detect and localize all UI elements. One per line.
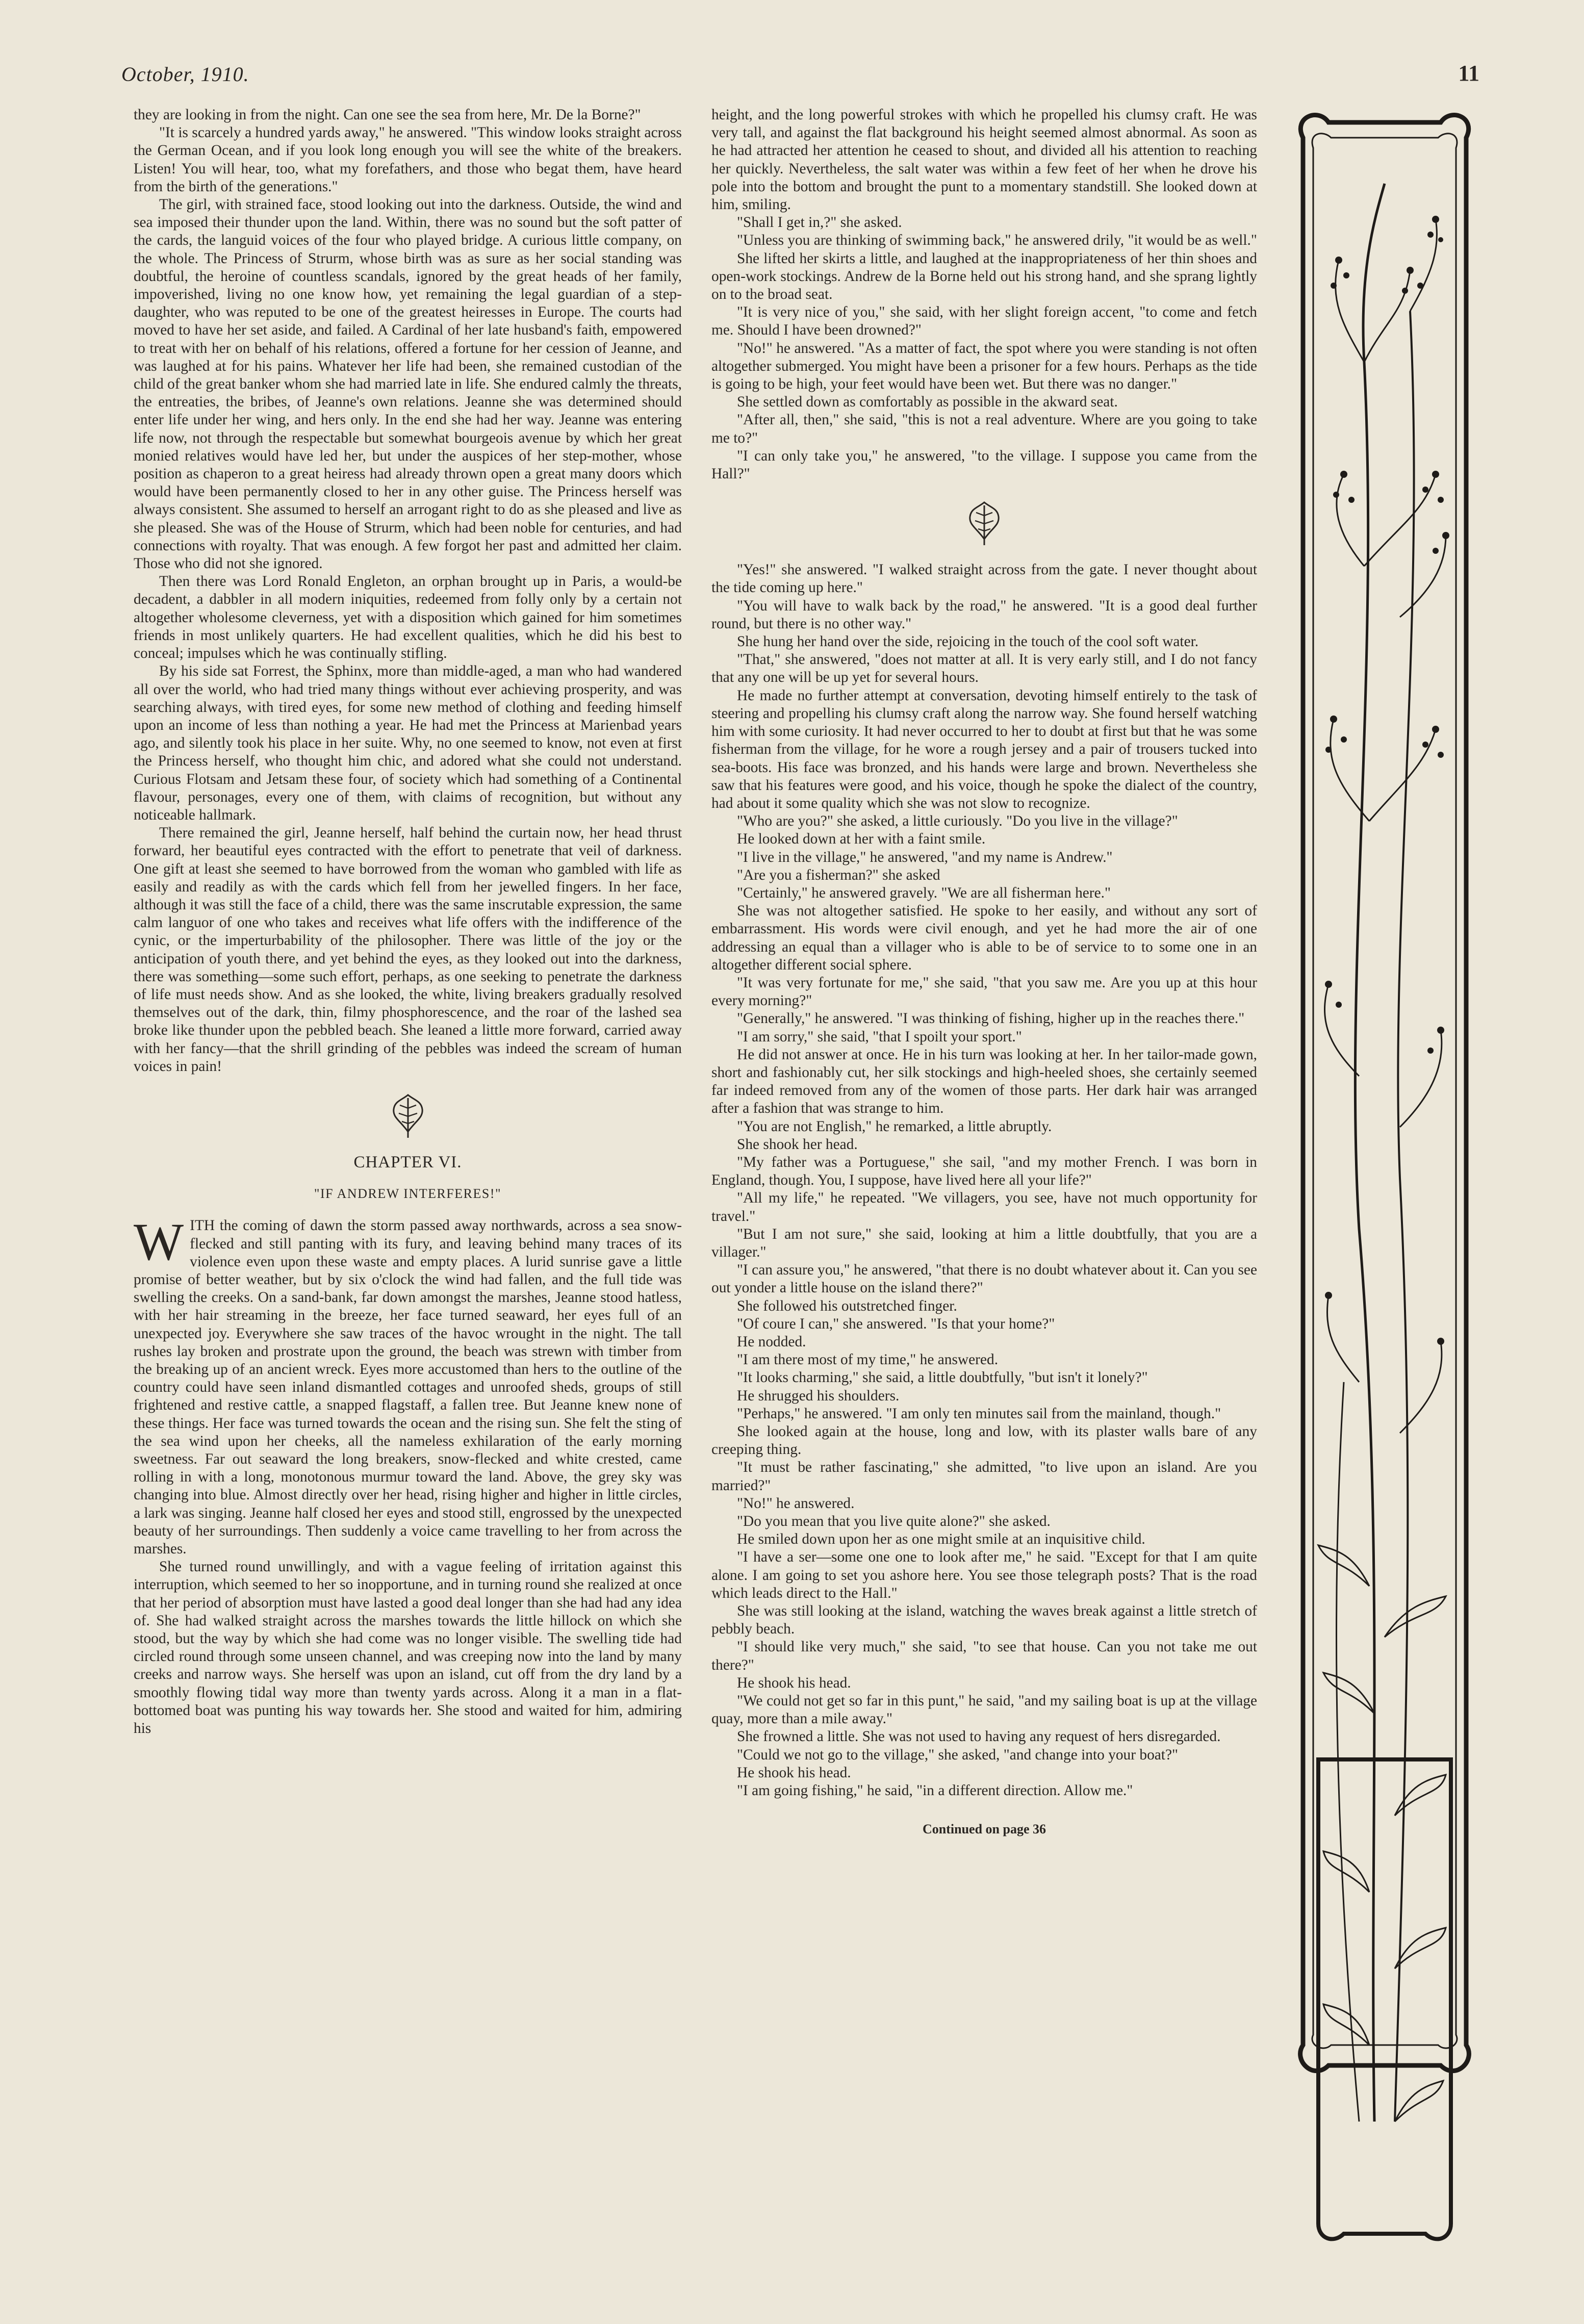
paragraph: He made no further attempt at conversation, devoting himself entirely to the task of steering and propelling his clumsy craft along the narrow way. She found herself watching him with some curiosity. It had never occurred to her to doubt at first but that he was some fisherman from the village, for he wore a rough jersey and a pair of trousers tucked into sea-boots. His face was bronzed, and his hands were large and brown. Nevertheless she saw that his features were good, and his voice, though he spoke the dialect of the country, had about it some quality which she was not slow to recognize. bbox=[711, 687, 1257, 811]
paragraph: She followed his outstretched finger. bbox=[737, 1297, 957, 1314]
paragraph: Then there was Lord Ronald Engleton, an orphan brought up in Paris, a would-be decadent, a dabbler in all modern iniquities, redeemed from folly only by a certain not altogether wholesome cleverness, yet with a disposition which gained for him sometimes friends in most unlikely quarters. He had excellent qualities, which he did his best to conceal; impulses which he was continually stifling. bbox=[134, 573, 682, 662]
paragraph: "It looks charming," she said, a little doubtfully, "but isn't it lonely?" bbox=[737, 1369, 1148, 1386]
leaf-ornament-icon bbox=[388, 1091, 428, 1139]
paragraph: She was still looking at the island, watching the waves break against a little stretch of pebbly beach. bbox=[711, 1603, 1257, 1638]
issue-date: October, 1910. bbox=[121, 63, 249, 86]
paragraph: She hung her hand over the side, rejoicing in the touch of the cool soft water. bbox=[737, 633, 1199, 650]
paragraph: "I should like very much," she said, "to see that house. Can you not take me out there?" bbox=[711, 1639, 1257, 1673]
paragraph: "Do you mean that you live quite alone?" she asked. bbox=[737, 1513, 1051, 1530]
paragraph: She turned round unwillingly, and with a vague feeling of irritation against this interruption, which seemed to her so inopportune, and in turning round she realized at once that her period of absorption must have lasted a good deal longer than she had had any idea of. She had walked straight across the marshes towards the little hillock on which she stood, but the way by which she had come was no longer visible. The swelling tide had circled round through some unseen channel, and was creeping now into the land by many creeks and narrow ways. She herself was upon an island, cut off from the dry land by a smoothly flowing tidal way more than twenty yards across. Along it a man in a flat-bottomed boat was punting his way towards her. She stood and waited for him, admiring his bbox=[134, 1559, 682, 1737]
paragraph: He smiled down upon her as one might smile at an inquisitive child. bbox=[737, 1531, 1145, 1548]
paragraph: "No!" he answered. "As a matter of fact, the spot where you were standing is not often altogether submerged. You might have been a prisoner for a few hours. Perhaps as the tide is going to be high, your feet would have been wet. But there was no danger." bbox=[711, 340, 1257, 393]
paragraph: "After all, then," she said, "this is not a real adventure. Where are you going to take me to?" bbox=[711, 412, 1257, 446]
paragraph: "Certainly," he answered gravely. "We are all fisherman here." bbox=[737, 884, 1111, 901]
paragraph: "Of coure I can," she answered. "Is that your home?" bbox=[737, 1315, 1055, 1332]
text-column-left bbox=[134, 106, 682, 2268]
paragraph: "I live in the village," he answered, "and my name is Andrew." bbox=[737, 849, 1113, 865]
paragraph: "Generally," he answered. "I was thinking of fishing, higher up in the reaches there." bbox=[737, 1010, 1245, 1027]
paragraph: "Unless you are thinking of swimming back," he answered drily, "it would be as well." bbox=[737, 232, 1257, 249]
paragraph: "That," she answered, "does not matter at all. It is very early still, and I do not fancy that any one will be up yet for several hours. bbox=[711, 651, 1257, 686]
paragraph: "Shall I get in,?" she asked. bbox=[737, 214, 902, 231]
paragraph: they are looking in from the night. Can one see the sea from here, Mr. De la Borne?" bbox=[134, 107, 641, 123]
paragraph: "Yes!" she answered. "I walked straight across from the gate. I never thought about the tide coming up here." bbox=[711, 561, 1257, 596]
paragraph: She lifted her skirts a little, and laughed at the inappropriateness of her thin shoes and open-work stockings. Andrew de la Borne held out his strong hand, and she sprang lightly on to the broad seat. bbox=[711, 250, 1257, 303]
paragraph: "All my life," he repeated. "We villagers, you see, have not much opportunity for travel." bbox=[711, 1190, 1257, 1224]
paragraph: "I am going fishing," he said, "in a different direction. Allow me." bbox=[737, 1782, 1133, 1799]
paragraph: She was not altogether satisfied. He spoke to her easily, and without any sort of embarrassment. His words were civil enough, and yet he had more the air of one addressing an equal than a villager who is able to be of service to to some one in an altogether different social sphere. bbox=[711, 903, 1257, 973]
paragraph: "I can assure you," he answered, "that there is no doubt whatever about it. Can you see out yonder a little house on the island there?" bbox=[711, 1262, 1257, 1296]
paragraph: "I am there most of my time," he answered. bbox=[737, 1351, 999, 1368]
paragraph: He shook his head. bbox=[737, 1674, 851, 1691]
paragraph: "You are not English," he remarked, a little abruptly. bbox=[737, 1118, 1052, 1135]
paragraph: There remained the girl, Jeanne herself, half behind the curtain now, her head thrust forward, her beautiful eyes contracted with the effort to penetrate that veil of darkness. One gift at least she seemed to have borrowed from the woman who gambled with life as easily and readily as with the cards which fell from her jewelled fingers. In her face, although it was still the face of a child, there was the same inscrutable expression, the same calm languor of one who takes and receives what life offers with the indifference of the cynic, or the imperturbability of the philosopher. There was little of the joy or the anticipation of youth there, and yet behind the eyes, as they looked out into the darkness, there was something—some such effort, perhaps, as one seeking to penetrate the darkness of life must needs show. And as she looked, the white, living breakers gradually resolved themselves out of the dark, thin, filmy phosphorescence, and the roar of the lashed sea broke like thunder upon the pebbled beach. She leaned a little more forward, carried away with her fancy—that the shrill grinding of the pebbles was indeed the scream of human voices in pain! bbox=[134, 825, 682, 1075]
paragraph: "My father was a Portuguese," she sail, "and my mother French. I was born in England, though. You, I suppose, have lived here all your life?" bbox=[711, 1154, 1257, 1189]
leaf-ornament-icon bbox=[964, 498, 1005, 547]
paragraph: He shook his head. bbox=[737, 1764, 851, 1781]
paragraph: He did not answer at once. He in his turn was looking at her. In her tailor-made gown, short and fashionably cut, her silk stockings and high-heeled shoes, she certainly seemed far indeed removed from any of the women of those parts. Her dark hair was arranged after a fashion that was strange to him. bbox=[711, 1046, 1257, 1117]
paragraph: She looked again at the house, long and low, with its plaster walls bare of any creeping thing. bbox=[711, 1423, 1257, 1458]
paragraph: He looked down at her with a faint smile. bbox=[737, 831, 986, 848]
paragraph: "Perhaps," he answered. "I am only ten minutes sail from the mainland, though." bbox=[737, 1405, 1221, 1422]
paragraph: "I am sorry," she said, "that I spoilt your sport." bbox=[737, 1028, 1022, 1045]
paragraph: "I can only take you," he answered, "to the village. I suppose you came from the Hall?" bbox=[711, 447, 1257, 482]
botanical-border-illustration bbox=[1283, 107, 1487, 2249]
paragraph: "We could not get so far in this punt," he said, "and my sailing boat is up at the village quay, more than a mile away." bbox=[711, 1693, 1257, 1727]
paragraph: "It must be rather fascinating," she admitted, "to live upon an island. Are you married?" bbox=[711, 1459, 1257, 1494]
paragraph: "Are you a fisherman?" she asked bbox=[737, 866, 940, 883]
paragraph: He nodded. bbox=[737, 1334, 806, 1350]
paragraph: "I have a ser—some one one to look after me," he said. "Except for that I am quite alone. I am going to set you ashore here. You see those telegraph posts? That is the road which leads direct to the Hall." bbox=[711, 1549, 1257, 1601]
paragraph: He shrugged his shoulders. bbox=[737, 1387, 900, 1404]
paragraph: She settled down as comfortably as possible in the akward seat. bbox=[737, 394, 1118, 411]
paragraph: "But I am not sure," she said, looking at him a little doubtfully, that you are a villager." bbox=[711, 1225, 1257, 1260]
paragraph: "No!" he answered. bbox=[737, 1495, 855, 1512]
paragraph: "It was very fortunate for me," she said, "that you saw me. Are you up at this hour every morning?" bbox=[711, 974, 1257, 1009]
text-column-right bbox=[711, 106, 1257, 2268]
paragraph: "Who are you?" she asked, a little curiously. "Do you live in the village?" bbox=[737, 813, 1178, 830]
drop-cap: W bbox=[134, 1213, 184, 1272]
page-number: 11 bbox=[1458, 61, 1479, 86]
paragraph: She shook her head. bbox=[737, 1136, 858, 1153]
paragraph: "Could we not go to the village," she asked, "and change into your boat?" bbox=[737, 1746, 1179, 1763]
paragraph: "It is very nice of you," she said, with her slight foreign accent, "to come and fetch me. Should I have been drowned?" bbox=[711, 304, 1257, 339]
paragraph: ITH the coming of dawn the storm passed away northwards, across a sea snow-flecked and still panting with its fury, and leaving behind many traces of its violence even upon these waste and empty places. A lurid sunrise gave a little promise of better weather, but by six o'clock the wind had fallen, and the full tide was swelling the creeks. On a sand-bank, far down amongst the marshes, Jeanne stood hatless, with her hair streaming in the breeze, her face turned seaward, her eyes full of an unexpected joy. Everywhere she saw traces of the havoc wrought in the night. The tall rushes lay broken and prostrate upon the ground, the beach was strewn with timber from the breaking up of an ancient wreck. Eyes more accustomed than hers to the outline of the country could have seen inland dismantled cottages and unroofed sheds, groups of still frightened and restive cattle, a snapped flagstaff, a fallen tree. But Jeanne knew none of these things. Her face was turned towards the ocean and the rising sun. She felt the sting of the sea wind upon her cheeks, all the nameless exhilaration of the early morning sweetness. Far out seaward the long breakers, snow-flecked and white crested, came rolling in with a long, monotonous murmur toward the land. Above, the grey sky was changing into blue. Almost directly over her head, rising higher and higher in little circles, a lark was singing. Jeanne half closed her eyes and stood still, engrossed by the unexpected beauty of her surroundings. Then suddenly a voice came travelling to her from across the marshes. bbox=[134, 1217, 682, 1557]
continued-note: Continued on page 36 bbox=[923, 1822, 1046, 1837]
paragraph: By his side sat Forrest, the Sphinx, more than middle-aged, a man who had wandered all over the world, who had tried many things without ever achieving prosperity, and was searching always, with tired eyes, for some new method of clothing and feeding himself upon an income of less than nothing a year. He had met the Princess at Marienbad years ago, and silently took his place in her suite. Why, no one seemed to know, not even at first the Princess herself, who thought him chic, and adored what she could not understand. Curious Flotsam and Jetsam these four, of society which had something of a Continental flavour, personages, every one of them, with claims of recognition, but without any noticeable hallmark. bbox=[134, 663, 682, 823]
paragraph: The girl, with strained face, stood looking out into the darkness. Outside, the wind and sea imposed their thunder upon the land. Within, there was no sound but the soft patter of the cards, the languid voices of the four who played bridge. A curious little company, on the whole. The Princess of Strurm, whose birth was as sure as her social standing was doubtful, the heroine of countless scandals, ignored by the great heads of her family, impoverished, living no one know how, yet remaining the legal guardian of a step-daughter, who was reputed to be one of the greatest heiresses in Europe. The courts had moved to have her set aside, and failed. A Cardinal of her late husband's faith, empowered to treat with her on behalf of his relations, offered a fortune for her cession of Jeanne, and was laughed at for his pains. Whatever her life had been, she remained custodian of the child of the great banker whom she had married late in life. She endured calmly the threats, the entreaties, the bribes, of Jeanne's own relations. Jeanne she was determined should enter life under her wing, and hers only. In the end she had her way. Jeanne was entering life now, not through the respectable but somewhat bourgeois avenue by which her great monied relatives would have led her, but under the auspices of her step-mother, whose position as chaperon to a great heiress had already thrown open a great many doors which would have been permanently closed to her in any other guise. The Princess herself was always consistent. She assumed to herself an arrogant right to do as she pleased and live as she pleased. She was of the House of Strurm, which had been noble for centuries, and had connections with royalty. That was enough. A few forgot her past and admitted her claim. Those who did not she ignored. bbox=[134, 196, 682, 572]
chapter-subtitle: "IF ANDREW INTERFERES!" bbox=[314, 1186, 502, 1202]
chapter-heading: CHAPTER VI. bbox=[353, 1153, 462, 1171]
paragraph: "It is scarcely a hundred yards away," he answered. "This window looks straight across the German Ocean, and if you look long enough you will see the white of the breakers. Listen! You will hear, too, what my forefathers, and those who begat them, have heard from the birth of the generations." bbox=[134, 124, 682, 195]
paragraph: She frowned a little. She was not used to having any request of hers disregarded. bbox=[737, 1728, 1221, 1745]
paragraph: height, and the long powerful strokes with which he propelled his clumsy craft. He was very tall, and against the flat background his height seemed almost abnormal. As soon as he had attracted her attention he ceased to shout, and divided all his attention to reaching her quickly. Nevertheless, the salt water was within a few feet of her when he drove his pole into the bottom and brought the punt to a momentary standstill. She looked down at him, smiling. bbox=[711, 107, 1257, 213]
paragraph: "You will have to walk back by the road," he answered. "It is a good deal further round, but there is no other way." bbox=[711, 597, 1257, 632]
